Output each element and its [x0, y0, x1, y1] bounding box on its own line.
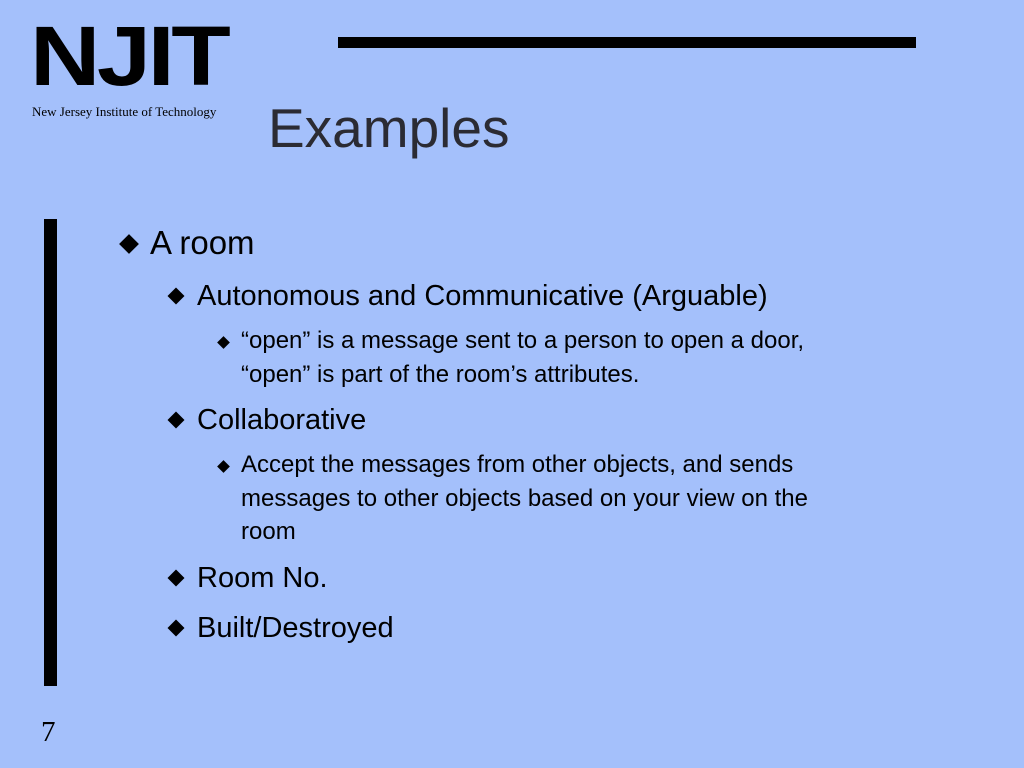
diamond-bullet-icon [170, 414, 182, 426]
page-number: 7 [41, 716, 56, 748]
slide-title: Examples [268, 97, 510, 159]
bullet-built-destroyed: Built/Destroyed [197, 612, 394, 644]
logo-mark: NJIT [30, 9, 228, 103]
diamond-bullet-icon [219, 462, 228, 471]
diamond-bullet-icon [122, 237, 136, 251]
diamond-bullet-icon [219, 338, 228, 347]
diamond-bullet-icon [170, 572, 182, 584]
diamond-bullet-icon [170, 622, 182, 634]
logo-subtitle: New Jersey Institute of Technology [32, 104, 217, 119]
diamond-bullet-icon [170, 290, 182, 302]
bullet-autonomous: Autonomous and Communicative (Arguable) [197, 280, 768, 312]
bullet-accept-line-3: room [241, 518, 296, 545]
bullet-open-line-1: “open” is a message sent to a person to open a door, [241, 327, 805, 354]
bullet-open-line-2: “open” is part of the room’s attributes. [241, 361, 640, 388]
bullet-room-no: Room No. [197, 562, 328, 594]
bullet-accept-line-1: Accept the messages from other objects, and sends [241, 451, 794, 478]
bullet-a-room: A room [150, 224, 255, 261]
bullet-accept-line-2: messages to other objects based on your view on the [241, 485, 808, 512]
bullet-collaborative: Collaborative [197, 404, 367, 436]
